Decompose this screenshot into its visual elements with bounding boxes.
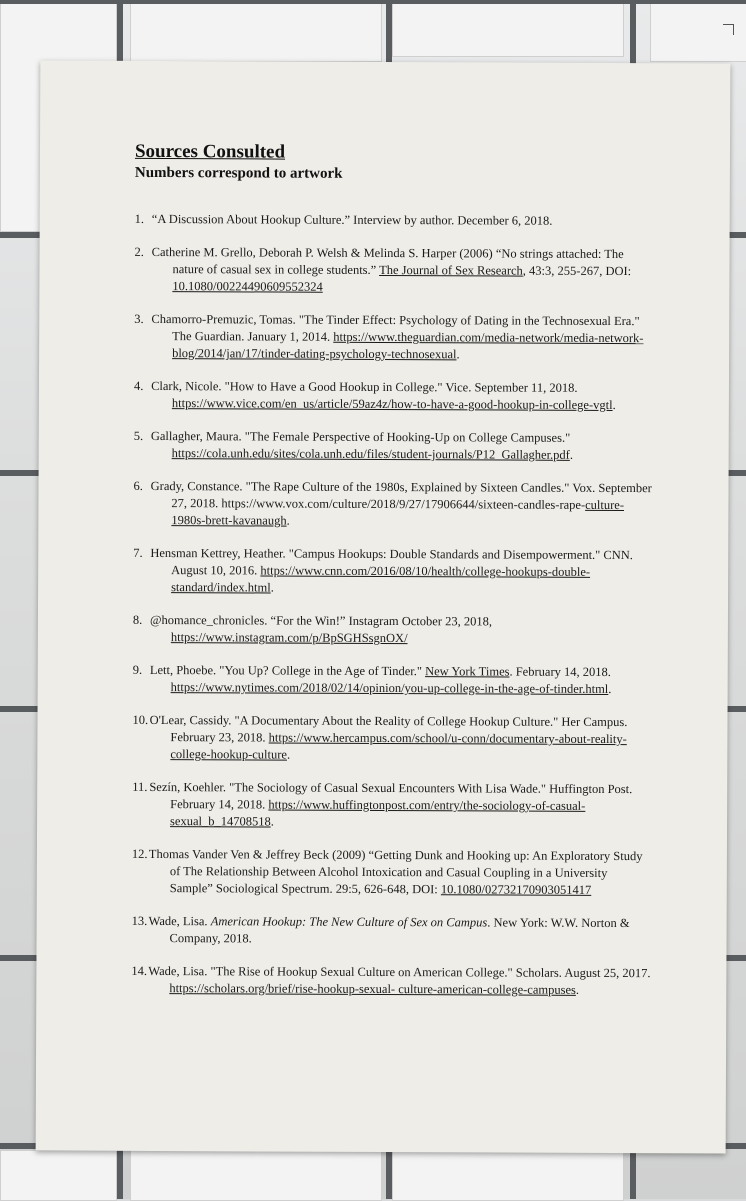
background-panel bbox=[392, 1150, 624, 1201]
background-panel bbox=[130, 1150, 382, 1201]
list-item: 14. Wade, Lisa. "The Rise of Hookup Sexual Culture on American College." Scholars. August 25, 2017. https://scholars.org/brief/rise-hookup-sexual- culture-american-college-campuses. bbox=[131, 963, 651, 997]
journal-link[interactable]: The Journal of Sex Research bbox=[379, 262, 523, 278]
list-item: 8. @homance_chronicles. “For the Win!” Instagram October 23, 2018, https://www.instagram.com/p/BpSGHSsgnOX/ bbox=[132, 612, 493, 646]
source-link[interactable]: https://www.huffingtonpost.com/entry/the-sociology-of-casual-sexual_b_14708518 bbox=[170, 797, 586, 829]
list-item: 13. Wade, Lisa. American Hookup: The New Culture of Sex on Campus. New York: W.W. Norton & Company, 2018. bbox=[131, 913, 630, 946]
list-item: 1. “A Discussion About Hookup Culture.” Interview by author. December 6, 2018. bbox=[134, 211, 553, 228]
source-link[interactable]: https://www.theguardian.com/media-network/media-network-blog/2014/jan/17/tinder-dating-psychology-technosexual bbox=[172, 329, 644, 362]
source-link[interactable]: https://www.hercampus.com/school/u-conn/documentary-about-reality-college-hookup-culture bbox=[170, 730, 627, 762]
source-link[interactable]: https://www.vice.com/en_us/article/59az4z/how-to-have-a-good-hookup-in-college-vgtl bbox=[171, 396, 613, 412]
journal-link[interactable]: New York Times bbox=[425, 664, 510, 679]
list-item: 5. Gallagher, Maura. "The Female Perspective of Hooking-Up on College Campuses." https://cola.unh.edu/sites/cola.unh.edu/files/student-journals/P12_Gallagher.pdf. bbox=[133, 428, 574, 462]
list-item: 7. Hensman Kettrey, Heather. "Campus Hookups: Double Standards and Disempowerment." CNN. August 10, 2016. https://www.cnn.com/2016/08/10/health/college-hookups-double-standard/index.html. bbox=[133, 545, 633, 595]
sources-list bbox=[131, 211, 654, 1015]
paper-sheet bbox=[36, 60, 731, 1153]
source-link[interactable]: https://www.cnn.com/2016/08/10/health/college-hookups-double-standard/index.html bbox=[171, 563, 591, 595]
list-item: 6. Grady, Constance. "The Rape Culture of the 1980s, Explained by Sixteen Candles." Vox. September 27, 2018. https://www.vox.com/culture/2018/9/27/17906644/sixteen-candles-rape-culture-1980s-brett-kavanaugh. bbox=[133, 478, 652, 528]
page-title: Sources Consulted bbox=[134, 140, 286, 163]
book-title: American Hookup: The New Culture of Sex on Campus bbox=[210, 914, 488, 930]
source-link[interactable]: culture-1980s-brett-kavanaugh bbox=[171, 497, 625, 528]
list-item: 10. O'Lear, Cassidy. "A Documentary About the Reality of College Hookup Culture." Her Campus. February 23, 2018. https://www.hercampus.com/school/u-conn/documentary-about-reality-college-hookup-culture. bbox=[132, 712, 628, 762]
list-item: 12. Thomas Vander Ven & Jeffrey Beck (2009) “Getting Dunk and Hooking up: An Exploratory Study of The Relationship Between Alcohol Intoxication and Casual Coupling in a University Sample” Sociological Spectrum. 29:5, 626-648, DOI: 10.1080/02732170903051417 bbox=[131, 846, 643, 897]
source-link[interactable]: https://scholars.org/brief/rise-hookup-sexual- culture-american-college-campuses bbox=[169, 981, 576, 997]
list-item: 4. Clark, Nicole. "How to Have a Good Hookup in College." Vice. September 11, 2018. https://www.vice.com/en_us/article/59az4z/how-to-have-a-good-hookup-in-college-vgtl. bbox=[133, 378, 616, 413]
page-subtitle: Numbers correspond to artwork bbox=[134, 164, 343, 182]
list-item: 11. Sezín, Koehler. "The Sociology of Casual Sexual Encounters With Lisa Wade." Huffington Post. February 14, 2018. https://www.huffingtonpost.com/entry/the-sociology-of-casual-sexual_b_14708518. bbox=[132, 779, 633, 829]
corner-mark bbox=[723, 24, 734, 35]
background-panel bbox=[130, 0, 382, 62]
list-item: 9. Lett, Phoebe. "You Up? College in the Age of Tinder." New York Times. February 14, 2018. https://www.nytimes.com/2018/02/14/opinion/you-up-college-in-the-age-of-tinder.html. bbox=[132, 662, 612, 696]
background-panel bbox=[0, 1150, 117, 1201]
doi-link[interactable]: 10.1080/02732170903051417 bbox=[440, 882, 592, 897]
doi-link[interactable]: 10.1080/00224490609552324 bbox=[172, 279, 323, 294]
list-item: 2. Catherine M. Grello, Deborah P. Welsh & Melinda S. Harper (2006) “No strings attached: The nature of casual sex in college students.” The Journal of Sex Research, 43:3, 255-267, DOI: 10.1080/00224490609552324 bbox=[134, 244, 632, 294]
source-link[interactable]: https://www.nytimes.com/2018/02/14/opinion/you-up-college-in-the-age-of-tinder.html bbox=[170, 680, 609, 696]
source-link[interactable]: https://cola.unh.edu/sites/cola.unh.edu/files/student-journals/P12_Gallagher.pdf bbox=[171, 446, 570, 462]
list-item: 3. Chamorro-Premuzic, Tomas. "The Tinder Effect: Psychology of Dating in the Technosexual Era." The Guardian. January 1, 2014. https://www.theguardian.com/media-network/media-network-blog/2014/jan/17/tinder-dating-psychology-technosexual. bbox=[134, 311, 644, 362]
source-link[interactable]: https://www.instagram.com/p/BpSGHSsgnOX/ bbox=[170, 630, 408, 646]
background-panel bbox=[392, 0, 624, 57]
